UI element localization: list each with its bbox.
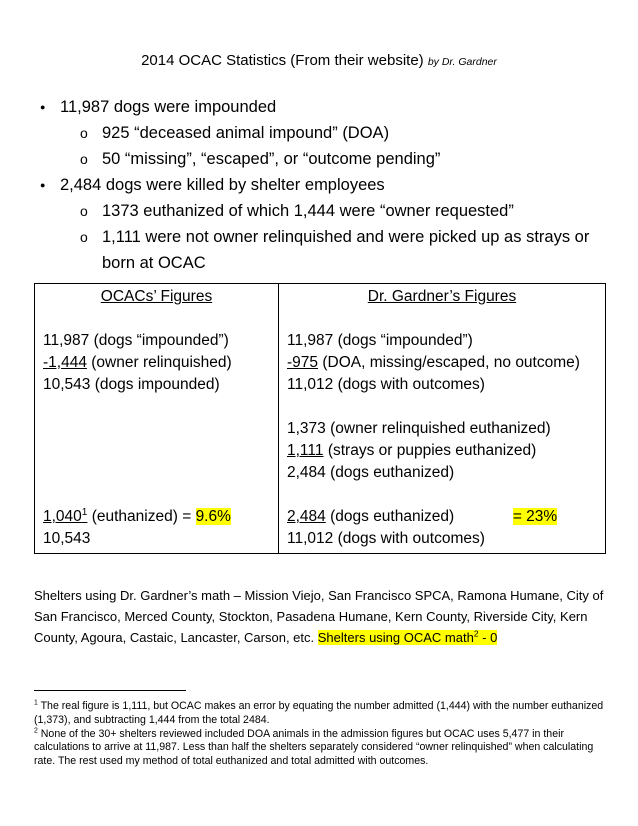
ocac-relinquished-label: (owner relinquished) <box>91 354 232 371</box>
ocac-impounded-label: (dogs “impounded”) <box>93 332 229 349</box>
gardner-owner-euth-row <box>287 418 597 440</box>
comparison-table <box>34 283 606 554</box>
bullet-impounded <box>38 94 608 172</box>
sub-list <box>60 120 608 172</box>
gardner-impounded-row <box>287 330 597 352</box>
gardner-outcomes-label: (dogs with outcomes) <box>337 376 485 393</box>
gardner-final-outcomes-label: (dogs with outcomes) <box>337 530 485 547</box>
ocac-euthanized-value: 1,040$^1$ <box>43 506 88 525</box>
gardner-figures-column <box>279 284 606 554</box>
gardner-final-euth-row <box>287 506 597 528</box>
footnote-divider <box>34 690 186 691</box>
gardner-impounded-value: 11,987 <box>287 332 334 349</box>
shelters-text: Shelters using Dr. Gardner’s math – Mission Viejo, San Francisco SPCA, Ramona Humane, City of San Francisco, Merced County, Stockton, Pasadena Humane, Kern County, Riverside City, Kern County, Agoura, Castaic, Lancaster, Carson, etc. <box>34 588 604 645</box>
gardner-final-outcomes-row <box>287 528 597 550</box>
ocac-net-label: (dogs impounded) <box>94 376 220 393</box>
ocac-heading: OCACs’ Figures <box>100 288 213 305</box>
ocac-figures-column <box>35 284 279 554</box>
ocac-rate: 9.6% <box>195 508 231 525</box>
sub-item: o 1373 euthanized of which 1,444 were “owner requested” <box>60 198 608 224</box>
footnote-ref-1[interactable]: 1 <box>81 506 88 518</box>
gardner-doa-row <box>287 352 597 374</box>
ocac-euthanized-row <box>43 506 270 528</box>
shelters-paragraph <box>34 585 606 648</box>
sub-item: o 1,111 were not owner relinquished and were picked up as strays or born at OCAC <box>60 224 608 276</box>
gardner-final-euth-label: (dogs euthanized) <box>330 508 455 525</box>
ocac-net-row <box>43 374 270 396</box>
title-text: 2014 OCAC Statistics (From their website) <box>141 52 424 69</box>
gardner-heading: Dr. Gardner’s Figures <box>367 288 517 305</box>
bullet-killed <box>38 172 608 276</box>
gardner-stray-euth-label: (strays or puppies euthanized) <box>327 442 537 459</box>
gardner-stray-euth-value: 1,111 <box>287 442 324 459</box>
footnote-1: $^1$ The real figure is 1,111, but OCAC makes an error by equating the number admitted (1,444) with the number euthanized (1,373), and subtracting 1,444 from the total 2484. <box>34 699 604 726</box>
ocac-impounded-row <box>43 330 270 352</box>
gardner-final-euth-value: 2,484 <box>287 508 326 525</box>
ocac-denominator-value: 10,543 <box>43 530 91 547</box>
gardner-outcomes-value: 11,012 <box>287 376 334 393</box>
ocac-relinquished-value: -1,444 <box>43 354 87 371</box>
gardner-impounded-label: (dogs “impounded”) <box>337 332 473 349</box>
gardner-owner-euth-value: 1,373 <box>287 420 326 437</box>
ocac-relinquished-row <box>43 352 270 374</box>
gardner-owner-euth-label: (owner relinquished euthanized) <box>330 420 551 437</box>
gardner-final-outcomes-value: 11,012 <box>287 530 334 547</box>
bullet-text: 11,987 dogs were impounded <box>60 98 277 116</box>
footnote-ref-2[interactable]: 2 <box>473 628 479 639</box>
bullet-text: 2,484 dogs were killed by shelter employees <box>60 176 385 194</box>
gardner-total-euth-row <box>287 462 597 484</box>
ocac-impounded-value: 11,987 <box>43 332 90 349</box>
sub-item: o 50 “missing”, “escaped”, or “outcome pending” <box>60 146 608 172</box>
ocac-net-value: 10,543 <box>43 376 91 393</box>
stats-bullet-list <box>38 94 608 276</box>
sub-item: o 925 “deceased animal impound” (DOA) <box>60 120 608 146</box>
footnotes <box>34 700 606 769</box>
gardner-rate: = 23% <box>512 508 558 525</box>
gardner-outcomes-row <box>287 374 597 396</box>
gardner-doa-label: (DOA, missing/escaped, no outcome) <box>322 354 580 371</box>
sub-list <box>60 198 608 276</box>
gardner-total-euth-label: (dogs euthanized) <box>330 464 455 481</box>
ocac-euthanized-label: (euthanized) = <box>91 508 192 525</box>
gardner-total-euth-value: 2,484 <box>287 464 326 481</box>
ocac-math-highlight: Shelters using OCAC math$^2$ - 0 <box>317 628 498 645</box>
ocac-denominator-row <box>43 528 270 550</box>
gardner-doa-value: -975 <box>287 354 319 371</box>
footnote-2: $^2$ None of the 30+ shelters reviewed included DOA animals in the admission figures but OCAC uses 5,477 in their calculations to arrive at 11,987. Less than half the shelters separately considered “owner relinquished” when calculating rate. The rest used my method of total euthanized and total admitted with outcomes. <box>34 727 594 768</box>
page-title <box>0 52 638 69</box>
gardner-stray-euth-row <box>287 440 597 462</box>
byline: by Dr. Gardner <box>427 56 497 68</box>
